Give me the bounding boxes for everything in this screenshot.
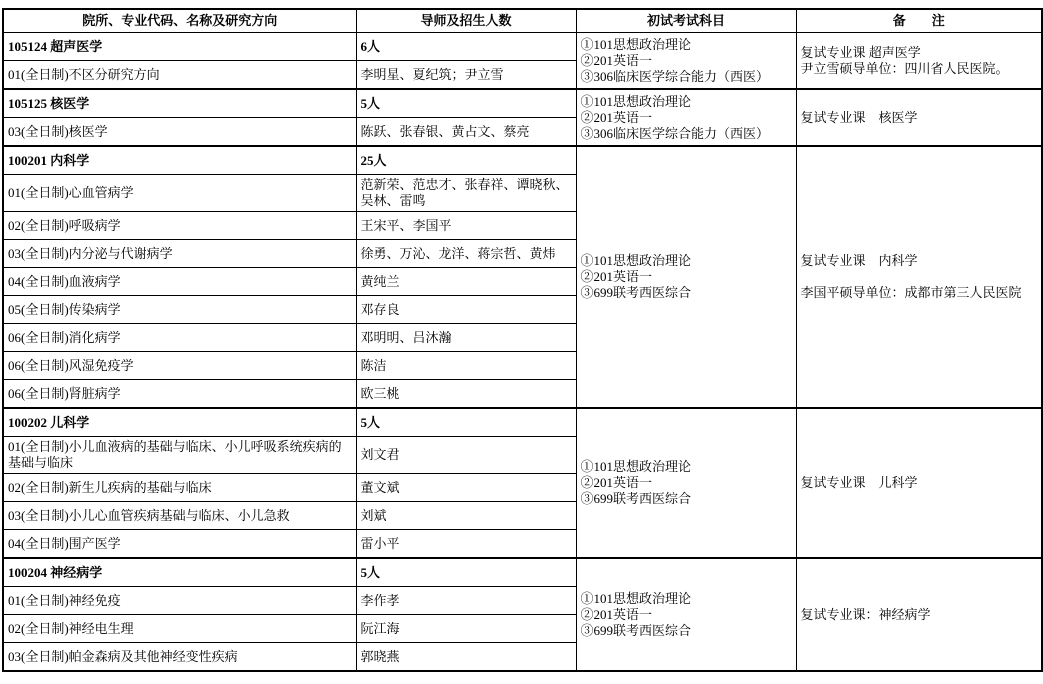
exam-subject-line: ①101思想政治理论 bbox=[580, 590, 692, 606]
program-header-row bbox=[3, 558, 1042, 587]
exam-subject-line: ②201英语一 bbox=[580, 52, 653, 68]
research-direction-cell: 02(全日制)新生儿疾病的基础与临床 bbox=[3, 474, 356, 502]
research-direction-cell: 01(全日制)心血管病学 bbox=[3, 175, 356, 212]
exam-subjects-cell bbox=[576, 146, 796, 408]
program-header-row bbox=[3, 146, 1042, 175]
research-direction-cell: 01(全日制)不区分研究方向 bbox=[3, 61, 356, 90]
quota-cell: 25人 bbox=[356, 146, 576, 175]
research-direction-cell: 02(全日制)呼吸病学 bbox=[3, 212, 356, 240]
exam-subjects-cell bbox=[576, 408, 796, 558]
advisors-cell: 欧三桃 bbox=[356, 380, 576, 409]
exam-subject-line: ①101思想政治理论 bbox=[580, 459, 692, 474]
quota-cell: 5人 bbox=[356, 408, 576, 437]
remark-cell bbox=[796, 89, 1042, 146]
advisors-cell: 徐勇、万沁、龙洋、蒋宗哲、黄炜 bbox=[356, 240, 576, 268]
research-direction-cell: 05(全日制)传染病学 bbox=[3, 296, 356, 324]
exam-subject-line: ③699联考西医综合 bbox=[580, 491, 692, 506]
research-direction-cell: 03(全日制)内分泌与代谢病学 bbox=[3, 240, 356, 268]
advisors-cell: 邓明明、吕沐瀚 bbox=[356, 324, 576, 352]
exam-subject-line: ②201英语一 bbox=[580, 606, 653, 622]
advisors-cell: 王宋平、李国平 bbox=[356, 212, 576, 240]
research-direction-cell: 01(全日制)神经免疫 bbox=[3, 587, 356, 615]
exam-subject-line: ①101思想政治理论 bbox=[580, 93, 692, 109]
exam-subjects-cell bbox=[576, 89, 796, 146]
research-direction-cell: 02(全日制)神经电生理 bbox=[3, 615, 356, 643]
admissions-table bbox=[2, 8, 1043, 672]
advisors-cell: 李明星、夏纪筑；尹立雪 bbox=[356, 61, 576, 90]
column-header-advisors: 导师及招生人数 bbox=[356, 9, 576, 33]
exam-subject-line: ②201英语一 bbox=[580, 269, 653, 284]
quota-cell: 5人 bbox=[356, 558, 576, 587]
program-header-row bbox=[3, 89, 1042, 118]
advisors-cell: 郭晓燕 bbox=[356, 643, 576, 672]
remark-line: 复试专业课：神经病学 bbox=[800, 606, 931, 622]
research-direction-cell: 06(全日制)消化病学 bbox=[3, 324, 356, 352]
research-direction-cell: 04(全日制)围产医学 bbox=[3, 530, 356, 559]
program-code-cell: 100201 内科学 bbox=[3, 146, 356, 175]
advisors-cell: 范新荣、范忠才、张春祥、谭晓秋、吴林、雷鸣 bbox=[356, 175, 576, 212]
advisors-cell: 刘斌 bbox=[356, 502, 576, 530]
exam-subject-line: ①101思想政治理论 bbox=[580, 253, 692, 268]
exam-subject-line: ③306临床医学综合能力（西医） bbox=[580, 68, 770, 84]
quota-cell: 6人 bbox=[356, 33, 576, 61]
remark-line: 复试专业课 核医学 bbox=[800, 109, 918, 125]
research-direction-cell: 06(全日制)风湿免疫学 bbox=[3, 352, 356, 380]
column-header-remark: 备 注 bbox=[796, 9, 1042, 33]
research-direction-cell: 04(全日制)血液病学 bbox=[3, 268, 356, 296]
program-header-row bbox=[3, 33, 1042, 61]
program-code-cell: 100204 神经病学 bbox=[3, 558, 356, 587]
column-header-program: 院所、专业代码、名称及研究方向 bbox=[3, 9, 356, 33]
remark-line: 复试专业课 超声医学 bbox=[800, 44, 921, 60]
advisors-cell: 李作孝 bbox=[356, 587, 576, 615]
advisors-cell: 陈跃、张春银、黄占文、蔡亮 bbox=[356, 118, 576, 147]
advisors-cell: 雷小平 bbox=[356, 530, 576, 559]
remark-line: 复试专业课 内科学 bbox=[800, 253, 918, 268]
exam-subject-line: ③699联考西医综合 bbox=[580, 285, 692, 300]
advisors-cell: 陈洁 bbox=[356, 352, 576, 380]
exam-subject-line: ③699联考西医综合 bbox=[580, 622, 692, 638]
remark-cell bbox=[796, 408, 1042, 558]
research-direction-cell: 03(全日制)小儿心血管疾病基础与临床、小儿急救 bbox=[3, 502, 356, 530]
research-direction-cell: 06(全日制)肾脏病学 bbox=[3, 380, 356, 409]
remark-line: 李国平硕导单位：成都市第三人民医院 bbox=[800, 285, 1022, 300]
remark-line: 尹立雪硕导单位：四川省人民医院。 bbox=[800, 60, 1009, 76]
remark-cell bbox=[796, 146, 1042, 408]
advisors-cell: 邓存良 bbox=[356, 296, 576, 324]
exam-subject-line: ①101思想政治理论 bbox=[580, 36, 692, 52]
program-code-cell: 105125 核医学 bbox=[3, 89, 356, 118]
column-header-exam: 初试考试科目 bbox=[576, 9, 796, 33]
exam-subject-line: ③306临床医学综合能力（西医） bbox=[580, 125, 770, 141]
remark-cell bbox=[796, 33, 1042, 90]
advisors-cell: 黄纯兰 bbox=[356, 268, 576, 296]
research-direction-cell: 01(全日制)小儿血液病的基础与临床、小儿呼吸系统疾病的基础与临床 bbox=[3, 437, 356, 474]
exam-subject-line: ②201英语一 bbox=[580, 475, 653, 490]
quota-cell: 5人 bbox=[356, 89, 576, 118]
advisors-cell: 董文斌 bbox=[356, 474, 576, 502]
advisors-cell: 阮江海 bbox=[356, 615, 576, 643]
research-direction-cell: 03(全日制)核医学 bbox=[3, 118, 356, 147]
remark-line bbox=[801, 269, 1038, 285]
remark-line: 复试专业课 儿科学 bbox=[800, 475, 918, 490]
remark-cell bbox=[796, 558, 1042, 671]
exam-subjects-cell bbox=[576, 558, 796, 671]
table-body bbox=[3, 33, 1042, 672]
research-direction-cell: 03(全日制)帕金森病及其他神经变性疾病 bbox=[3, 643, 356, 672]
program-code-cell: 100202 儿科学 bbox=[3, 408, 356, 437]
advisors-cell: 刘文君 bbox=[356, 437, 576, 474]
exam-subjects-cell bbox=[576, 33, 796, 90]
exam-subject-line: ②201英语一 bbox=[580, 109, 653, 125]
program-header-row bbox=[3, 408, 1042, 437]
program-code-cell: 105124 超声医学 bbox=[3, 33, 356, 61]
header-row bbox=[3, 9, 1042, 33]
